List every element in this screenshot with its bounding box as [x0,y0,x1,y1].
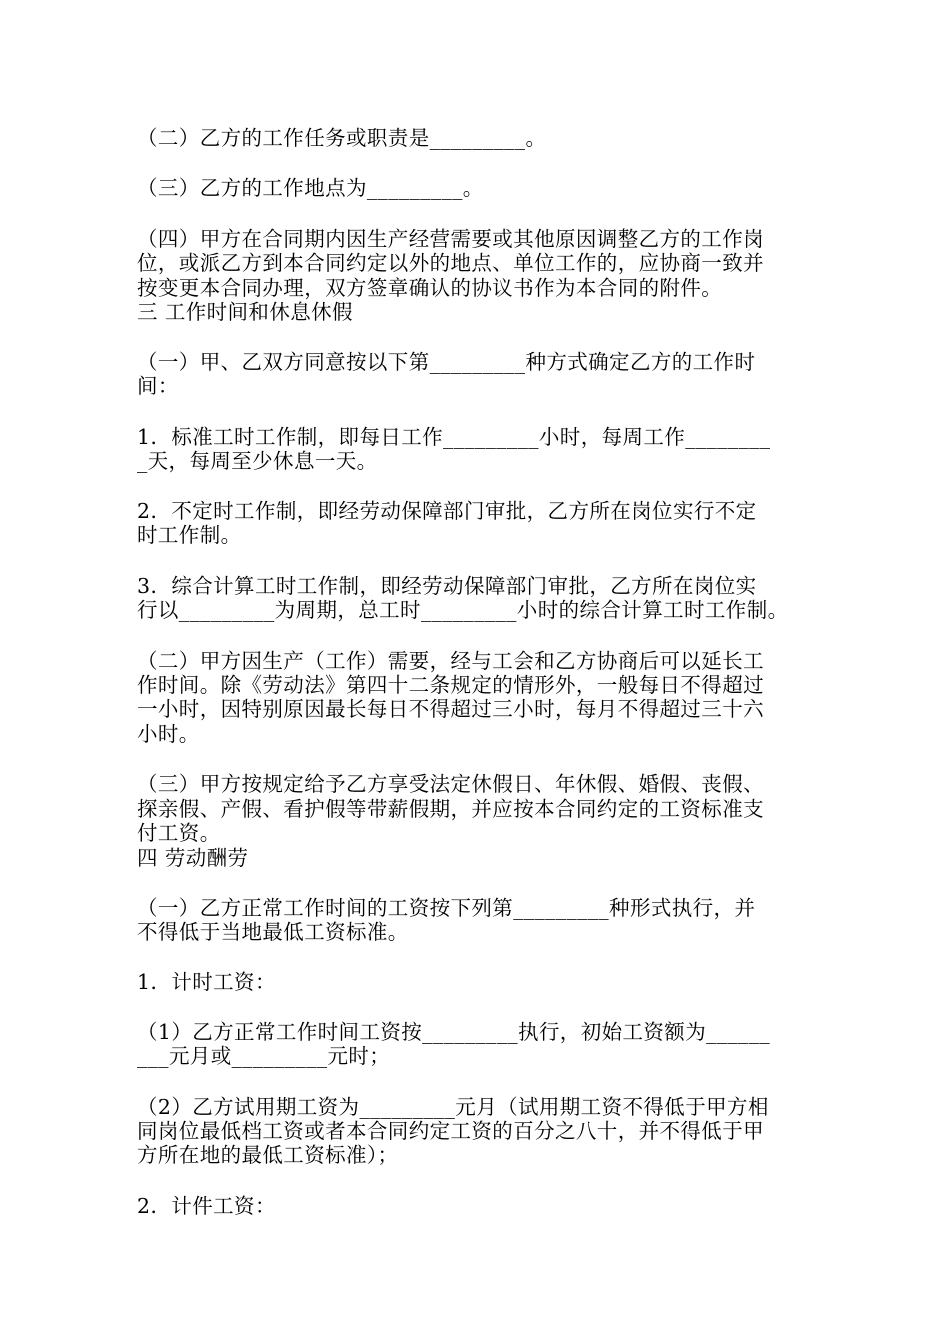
clause-3-1-line-1: （一）甲、乙双方同意按以下第_________种方式确定乙方的工作时 [137,350,756,374]
section-3-heading: 三 工作时间和休息休假 [137,300,353,324]
clause-3-3-line-1: （三）甲方按规定给予乙方享受法定休假日、年休假、婚假、丧假、 [137,772,764,796]
clause-3-3-line-3: 付工资。 [137,821,221,845]
clause-3-2-line-4: 小时。 [137,722,200,746]
item-4-1-1-1-line-1: （1）乙方正常工作时间工资按_________执行，初始工资额为______ [137,1020,770,1044]
item-4-1-1-2-line-2: 同岗位最低档工资或者本合同约定工资的百分之八十，并不得低于甲 [137,1119,764,1143]
clause-3-1-line-2: 间： [137,374,179,398]
clause-2-4-line-1: （四）甲方在合同期内因生产经营需要或其他原因调整乙方的工作岗 [137,227,764,251]
item-3-1-2-line-2: 时工作制。 [137,523,242,547]
item-3-1-3-line-1: 3．综合计算工时工作制，即经劳动保障部门审批，乙方所在岗位实 [137,574,757,598]
clause-3-2-line-3: 一小时，因特别原因最长每日不得超过三小时，每月不得超过三十六 [137,697,764,721]
item-3-1-2-line-1: 2．不定时工作制，即经劳动保障部门审批，乙方所在岗位实行不定 [137,499,757,523]
item-4-1-1-heading: 1．计时工资： [137,970,276,994]
clause-2-4-line-3: 按变更本合同办理，双方签章确认的协议书作为本合同的附件。 [137,276,723,300]
clause-2-4-line-2: 位，或派乙方到本合同约定以外的地点、单位工作的，应协商一致并 [137,251,764,275]
clause-4-1-line-2: 不得低于当地最低工资标准。 [137,920,409,944]
section-4-heading: 四 劳动酬劳 [137,846,249,870]
clause-3-2-line-2: 作时间。除《劳动法》第四十二条规定的情形外，一般每日不得超过 [137,673,764,697]
item-3-1-3-line-2: 行以_________为周期，总工时_________小时的综合计算工时工作制。 [137,598,789,622]
item-3-1-1-line-2: _天，每周至少休息一天。 [137,449,378,473]
item-4-1-1-1-line-2: ___元月或_________元时； [137,1044,391,1068]
clause-3-2-line-1: （二）甲方因生产（工作）需要，经与工会和乙方协商后可以延长工 [137,649,764,673]
clause-2-3-line-1: （三）乙方的工作地点为_________。 [137,176,484,200]
clause-3-3-line-2: 探亲假、产假、看护假等带薪假期，并应按本合同约定的工资标准支 [137,797,764,821]
item-4-1-1-2-line-1: （2）乙方试用期工资为_________元月（试用期工资不得低于甲方相 [137,1095,769,1119]
item-3-1-1-line-1: 1．标准工时工作制，即每日工作_________小时，每周工作________ [137,425,771,449]
item-4-1-1-2-line-3: 方所在地的最低工资标准）； [137,1143,399,1167]
clause-4-1-line-1: （一）乙方正常工作时间的工资按下列第_________种形式执行，并 [137,896,756,920]
item-4-1-2-heading: 2．计件工资： [137,1194,276,1218]
clause-2-2-line-1: （二）乙方的工作任务或职责是_________。 [137,126,547,150]
